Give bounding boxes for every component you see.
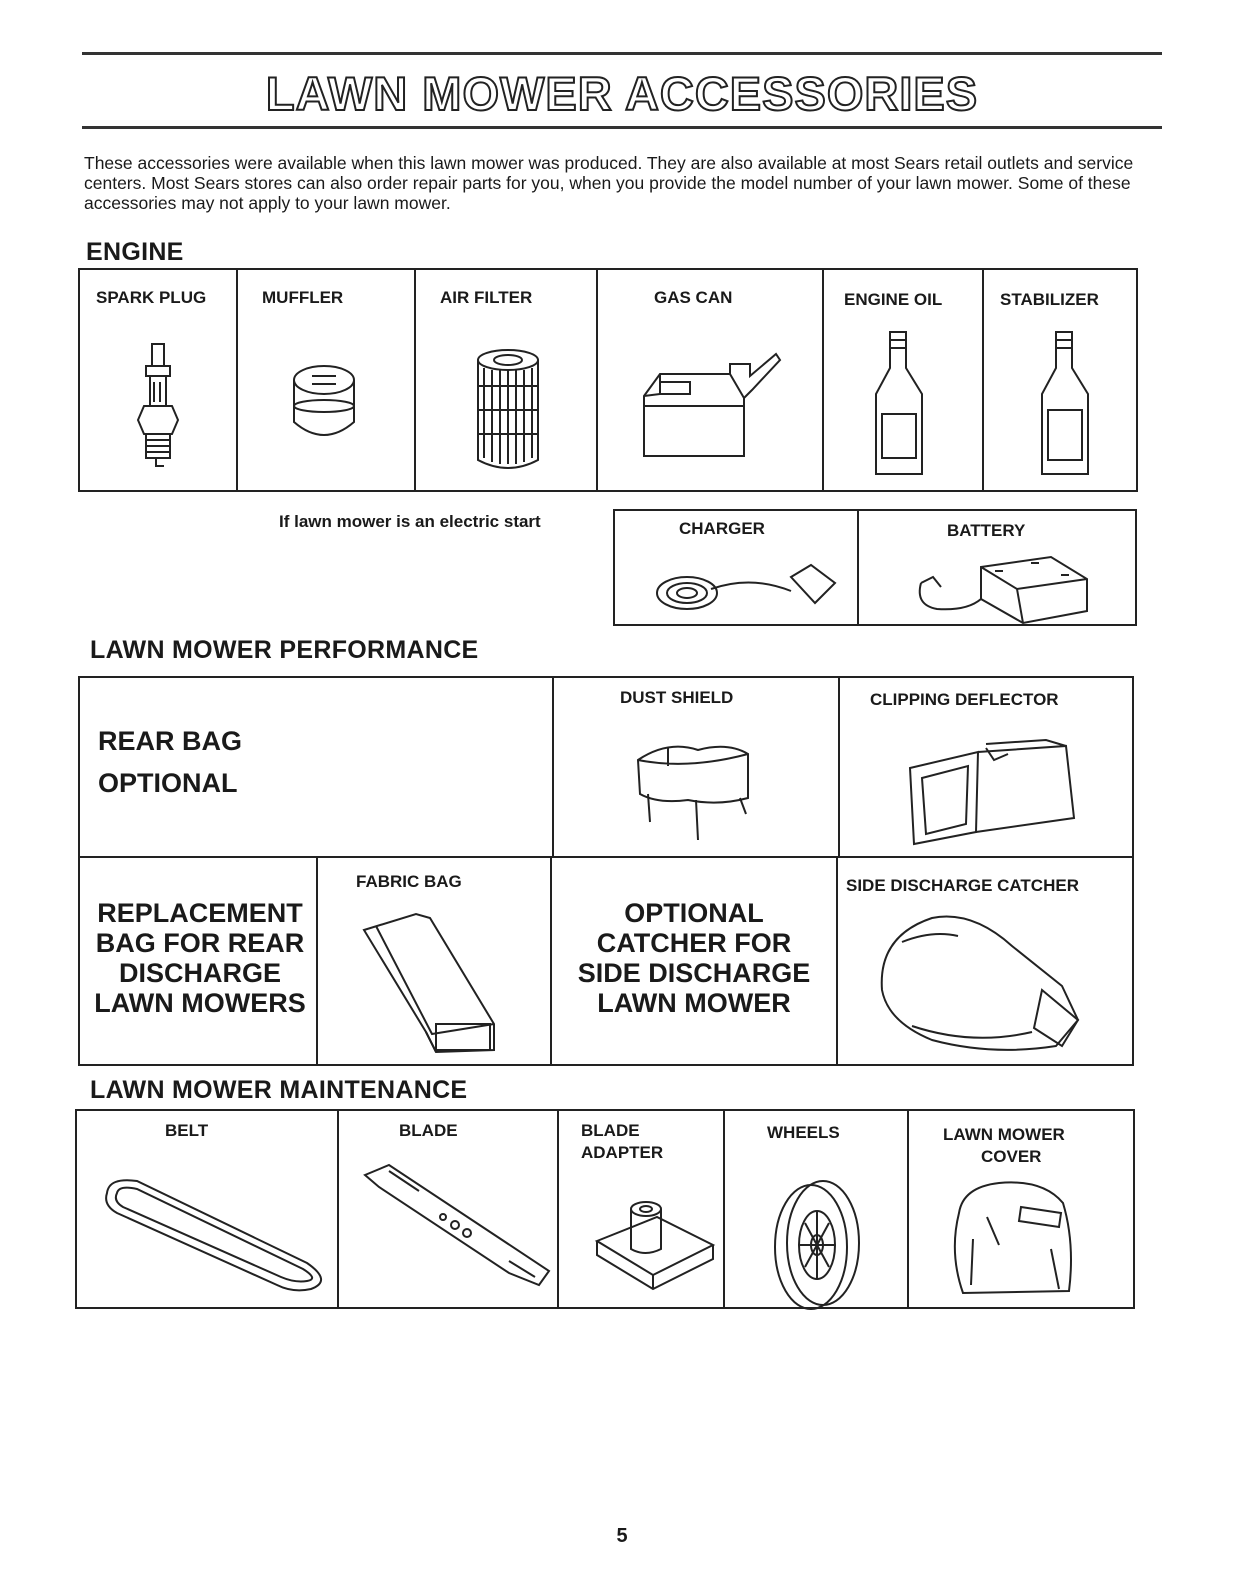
charger-icon — [651, 555, 841, 619]
engine-cell-2 — [236, 270, 238, 490]
engine-oil-label: ENGINE OIL — [844, 290, 943, 309]
replacement-line4: LAWN MOWERS — [94, 988, 306, 1018]
row2-divider-a — [316, 858, 318, 1064]
top-rule — [82, 52, 1162, 55]
performance-table — [78, 676, 1134, 1066]
replacement-line2: BAG FOR REAR — [95, 928, 305, 958]
optional-catcher-line2: CATCHER FOR — [596, 928, 792, 958]
electric-start-note: If lawn mower is an electric start — [279, 512, 541, 531]
dust-shield-label: DUST SHIELD — [620, 688, 734, 707]
engine-cell-6 — [982, 270, 984, 490]
dust-shield-icon — [628, 730, 768, 850]
side-discharge-catcher-label: SIDE DISCHARGE CATCHER — [846, 876, 1079, 895]
mower-cover-icon — [943, 1173, 1083, 1303]
battery-label: BATTERY — [947, 521, 1026, 540]
maintenance-heading: LAWN MOWER MAINTENANCE — [90, 1076, 468, 1104]
blade-label: BLADE — [399, 1121, 458, 1140]
replacement-line3: DISCHARGE — [118, 958, 281, 988]
belt-label: BELT — [165, 1121, 209, 1140]
air-filter-icon — [470, 346, 550, 476]
wheels-label: WHEELS — [767, 1123, 840, 1142]
page-number: 5 — [616, 1525, 628, 1547]
blade-adapter-label-2: ADAPTER — [581, 1143, 664, 1162]
cover-cell — [907, 1111, 909, 1307]
performance-heading: LAWN MOWER PERFORMANCE — [90, 636, 479, 664]
row1-divider-b — [838, 678, 840, 858]
gas-can-icon — [630, 346, 790, 476]
wheel-icon — [767, 1173, 877, 1313]
blade-icon — [359, 1161, 559, 1291]
intro-paragraph: These accessories were available when this lawn mower was produced. They are also available at most Sears retail outlets and service centers. Most Sears stores can also order repair parts for you, when you provide the model number of your lawn mower. Some of these accessories may not apply to your lawn mower. — [84, 153, 1134, 213]
fabric-bag-icon — [356, 900, 506, 1060]
side-discharge-catcher-icon — [872, 906, 1102, 1056]
rear-bag-line1: REAR BAG — [98, 726, 243, 756]
maintenance-table — [75, 1109, 1135, 1309]
muffler-icon — [280, 360, 370, 450]
wheels-cell — [723, 1111, 725, 1307]
battery-icon — [911, 549, 1111, 625]
optional-catcher-line1: OPTIONAL — [624, 898, 764, 928]
replacement-line1: REPLACEMENT — [97, 898, 303, 928]
row2-divider-c — [836, 858, 838, 1064]
engine-heading: ENGINE — [86, 238, 184, 266]
blade-cell — [337, 1111, 339, 1307]
page-title: LAWN MOWER ACCESSORIES — [265, 67, 979, 120]
stabilizer-icon — [1030, 328, 1100, 478]
row1-divider-a — [552, 678, 554, 858]
charger-label: CHARGER — [679, 519, 765, 538]
optional-catcher-line3: SIDE DISCHARGE — [577, 958, 811, 988]
engine-cell-4 — [596, 270, 598, 490]
electric-table — [613, 509, 1137, 626]
muffler-label: MUFFLER — [262, 288, 344, 307]
belt-icon — [97, 1173, 337, 1293]
engine-oil-icon — [864, 328, 934, 478]
clipping-deflector-icon — [896, 734, 1086, 854]
blade-adapter-icon — [589, 1189, 719, 1299]
gas-can-label: GAS CAN — [654, 288, 733, 307]
air-filter-label: AIR FILTER — [440, 288, 533, 307]
rear-bag-line2: OPTIONAL — [98, 768, 238, 798]
battery-cell — [857, 511, 859, 624]
fabric-bag-label: FABRIC BAG — [356, 872, 462, 891]
clipping-deflector-label: CLIPPING DEFLECTOR — [870, 690, 1059, 709]
spark-plug-label: SPARK PLUG — [96, 288, 207, 307]
cover-label-1: LAWN MOWER — [943, 1125, 1065, 1144]
spark-plug-icon — [120, 340, 200, 480]
title-underline — [82, 126, 1162, 129]
optional-catcher-line4: LAWN MOWER — [597, 988, 791, 1018]
engine-table — [78, 268, 1138, 492]
engine-cell-3 — [414, 270, 416, 490]
cover-label-2: COVER — [981, 1147, 1042, 1166]
blade-adapter-label-1: BLADE — [581, 1121, 640, 1140]
performance-row-divider — [80, 856, 1132, 858]
stabilizer-label: STABILIZER — [1000, 290, 1099, 309]
engine-cell-5 — [822, 270, 824, 490]
